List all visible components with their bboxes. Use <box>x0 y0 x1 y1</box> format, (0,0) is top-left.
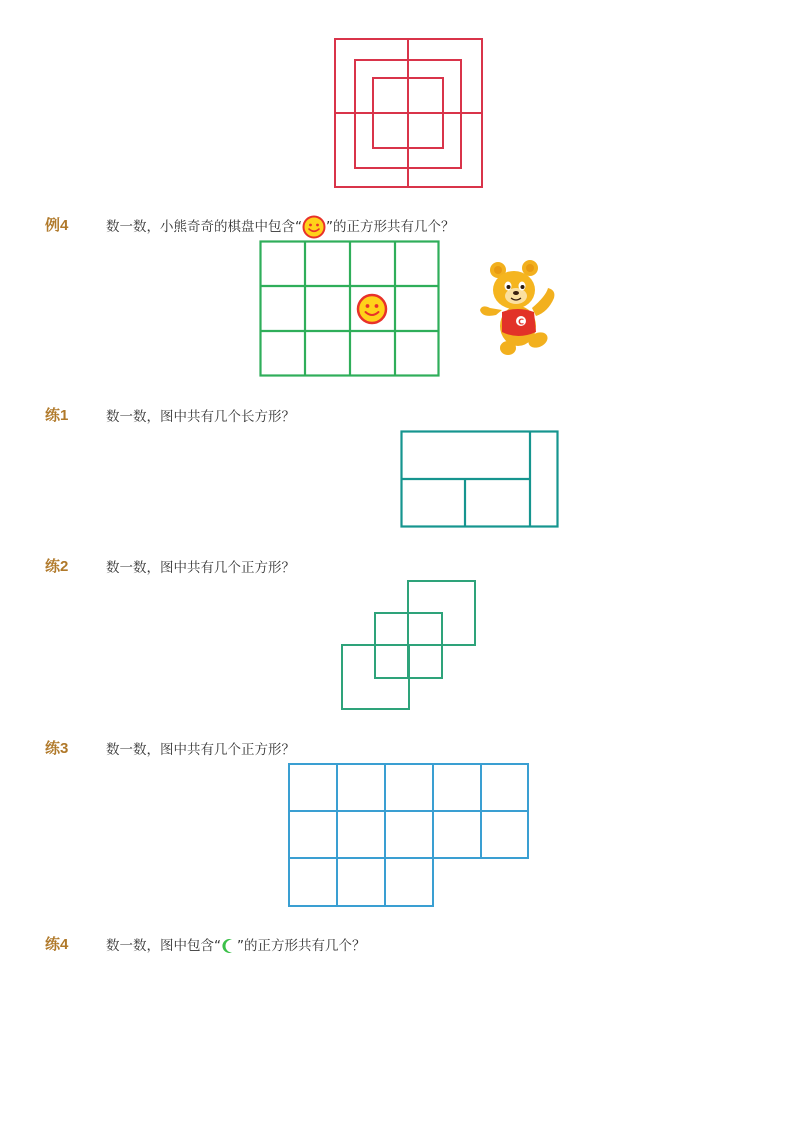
example-4-question <box>106 215 455 235</box>
example-4-label: 例4 <box>45 217 69 234</box>
svg-text:C: C <box>518 317 524 327</box>
overlapping-squares-figure <box>340 579 478 712</box>
bear-mascot <box>476 260 564 360</box>
practice-2-question: 数一数，图中共有几个正方形？ <box>106 560 295 576</box>
practice-4-label: 练4 <box>45 936 69 953</box>
example-4-question-after: ”的正方形共有几个？ <box>326 219 455 235</box>
practice-1-question: 数一数，图中共有几个长方形？ <box>106 409 295 425</box>
practice-4-question-before: 数一数，图中包含“ <box>106 938 221 954</box>
practice-4-question-after: ”的正方形共有几个？ <box>237 938 366 954</box>
rectangles-figure <box>400 430 560 528</box>
practice-3-question: 数一数，图中共有几个正方形？ <box>106 742 295 758</box>
smiley-face-icon <box>302 215 326 239</box>
nested-squares-figure <box>334 38 484 190</box>
practice-2-label: 练2 <box>45 558 69 575</box>
chessboard-grid <box>259 240 441 378</box>
practice-1-label: 练1 <box>45 407 69 424</box>
example-4-question-before: 数一数，小熊奇奇的棋盘中包含“ <box>106 219 302 235</box>
square-grid-figure <box>287 762 531 908</box>
smiley-face-icon <box>356 293 388 325</box>
crescent-moon-icon <box>222 938 236 954</box>
practice-4-question <box>106 934 366 954</box>
practice-3-label: 练3 <box>45 740 69 757</box>
